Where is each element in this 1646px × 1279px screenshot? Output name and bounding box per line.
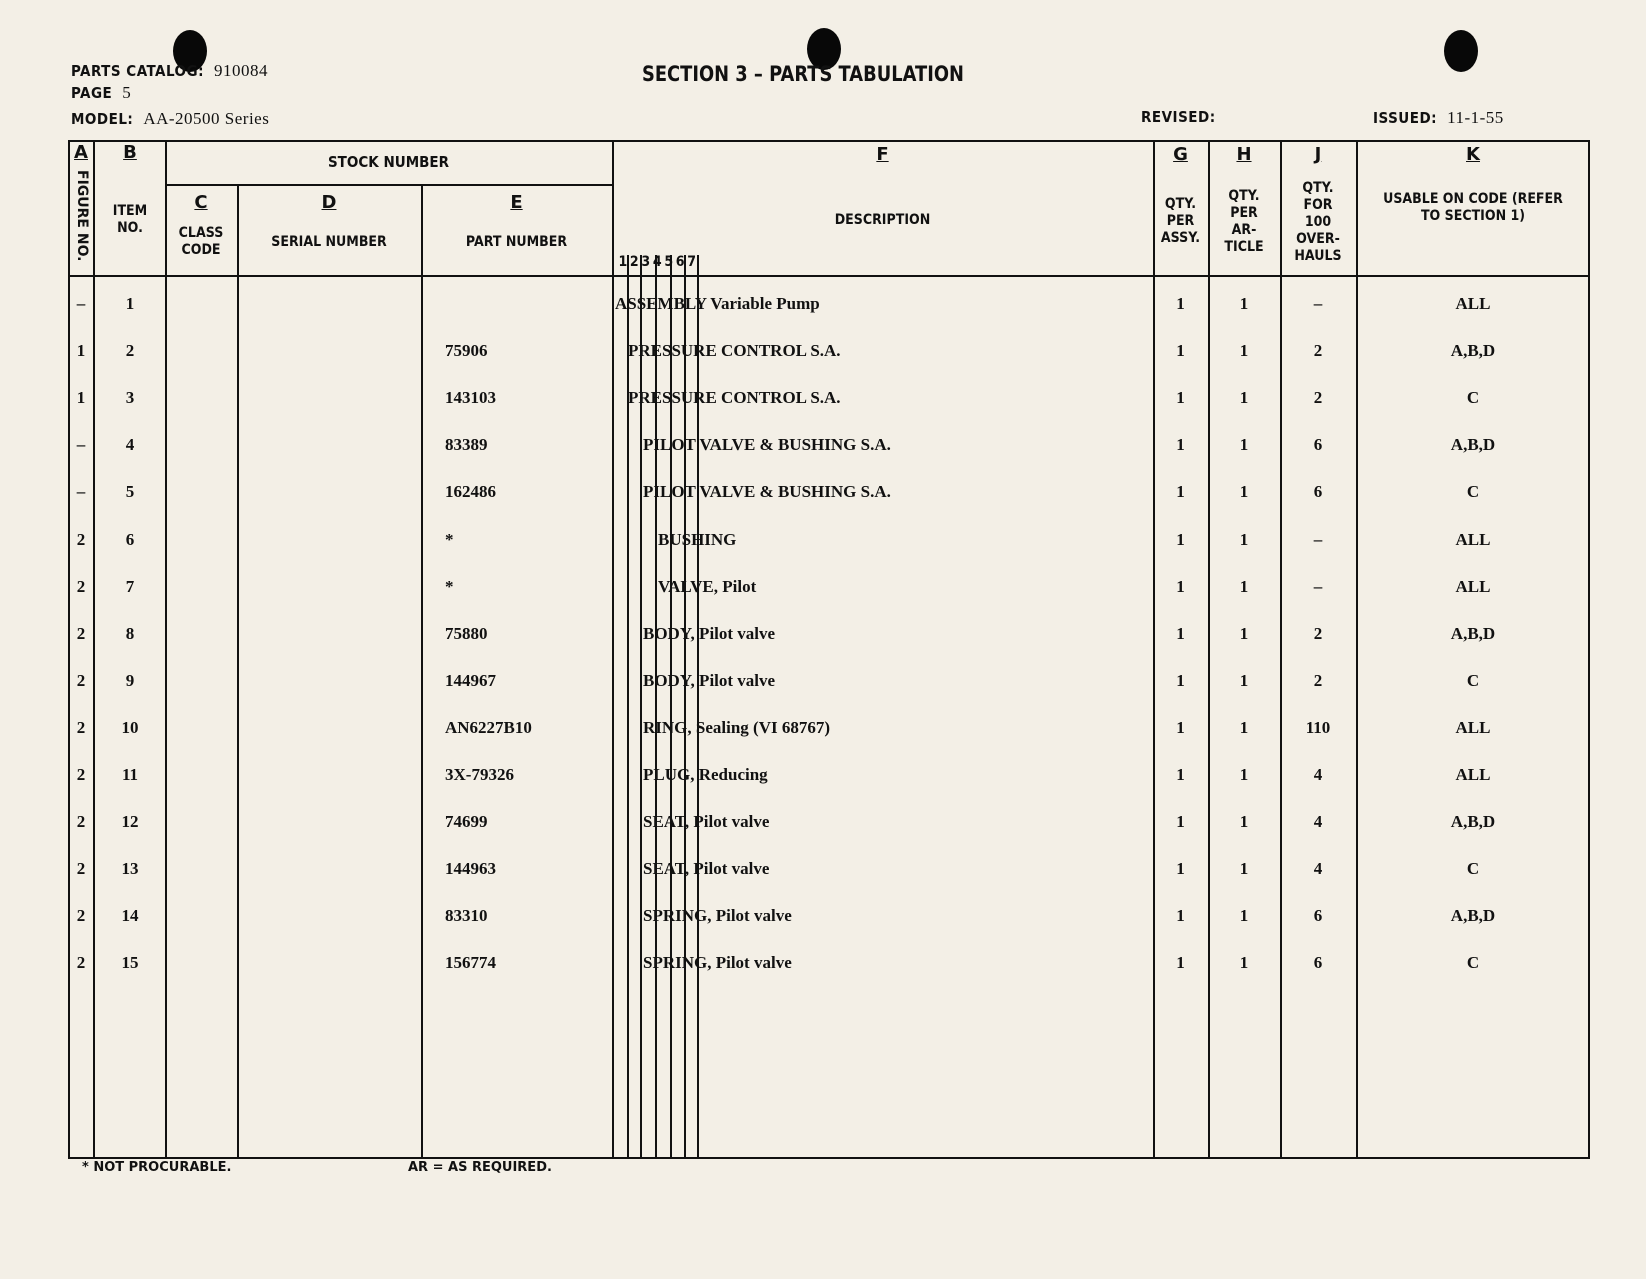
model-label: MODEL: xyxy=(71,110,134,128)
qty-per-assy: 1 xyxy=(1176,765,1185,784)
qty-overhauls: 6 xyxy=(1313,435,1323,455)
col-a-letter: A xyxy=(74,142,88,163)
usable-on-code: ALL xyxy=(1455,765,1491,784)
figure-no: – xyxy=(76,435,86,455)
description: BODY, Pilot valve xyxy=(643,670,776,690)
figure-no: 2 xyxy=(76,576,86,596)
issued-label: ISSUED: xyxy=(1373,109,1438,127)
item-no: 9 xyxy=(125,670,135,690)
qty-overhauls: – xyxy=(1313,576,1323,596)
qty-per-assy: 1 xyxy=(1176,717,1185,737)
qty-overhauls: 2 xyxy=(1313,388,1323,408)
col-a-label: FIGURE NO. xyxy=(74,170,90,262)
part-number: * xyxy=(445,576,454,596)
part-number: 143103 xyxy=(445,388,496,408)
part-number: 3X-79326 xyxy=(445,765,514,784)
qty-overhauls: 110 xyxy=(1305,717,1331,737)
qty-overhauls: – xyxy=(1313,529,1323,549)
not-procurable-note: * NOT PROCURABLE. xyxy=(82,1160,232,1175)
qty-overhauls: 2 xyxy=(1313,341,1323,361)
item-no: 8 xyxy=(125,623,135,643)
catalog-label: PARTS CATALOG: xyxy=(71,62,204,80)
qty-per-assy: 1 xyxy=(1176,906,1185,926)
stock-number-label: STOCK NUMBER xyxy=(327,153,450,171)
qty-per-article: 1 xyxy=(1239,859,1249,879)
item-no: 7 xyxy=(125,576,135,596)
qty-per-assy: 1 xyxy=(1176,482,1185,502)
part-number: 162486 xyxy=(445,482,496,502)
qty-per-assy: 1 xyxy=(1176,953,1185,973)
usable-on-code: ALL xyxy=(1455,717,1491,737)
description: RING, Sealing (VI 68767) xyxy=(643,717,831,737)
issued-date xyxy=(1373,108,1504,128)
col-b-label: ITEM NO. xyxy=(112,203,148,236)
item-no: 6 xyxy=(125,529,135,549)
description: VALVE, Pilot xyxy=(658,576,757,596)
qty-overhauls: 6 xyxy=(1313,953,1323,973)
usable-on-code: C xyxy=(1466,953,1480,973)
description: PRESSURE CONTROL S.A. xyxy=(628,388,841,408)
col-d-letter: D xyxy=(321,192,337,213)
item-no: 10 xyxy=(121,717,139,737)
qty-per-article: 1 xyxy=(1239,953,1249,973)
punch-hole xyxy=(1444,30,1478,72)
qty-overhauls: 6 xyxy=(1313,906,1323,926)
revised-label: REVISED: xyxy=(1141,108,1216,126)
item-no: 13 xyxy=(121,859,139,879)
part-number: 74699 xyxy=(445,812,488,832)
col-f-label: DESCRIPTION xyxy=(834,212,931,228)
col-j-label: QTY. FOR 100 OVER- HAULS xyxy=(1294,180,1342,264)
item-no: 15 xyxy=(121,953,139,973)
qty-per-assy: 1 xyxy=(1176,529,1185,549)
description: SPRING, Pilot valve xyxy=(643,953,792,973)
description: ASSEMBLY Variable Pump xyxy=(615,294,820,313)
usable-on-code: A,B,D xyxy=(1450,906,1496,926)
qty-per-assy: 1 xyxy=(1176,859,1185,879)
usable-on-code: A,B,D xyxy=(1450,435,1496,455)
figure-no: 2 xyxy=(76,953,86,973)
catalog-value: 910084 xyxy=(213,61,268,80)
page-title: SECTION 3 – PARTS TABULATION xyxy=(642,62,964,86)
qty-per-article: 1 xyxy=(1239,341,1249,361)
col-d-label: SERIAL NUMBER xyxy=(271,234,387,250)
usable-on-code: ALL xyxy=(1455,294,1491,313)
figure-no: 2 xyxy=(76,906,86,926)
col-k-label: USABLE ON CODE (REFER TO SECTION 1) xyxy=(1383,191,1563,224)
figure-no: 1 xyxy=(76,388,86,408)
qty-per-article: 1 xyxy=(1239,765,1249,784)
description: SEAT, Pilot valve xyxy=(643,812,770,832)
figure-no: 2 xyxy=(76,859,86,879)
qty-per-assy: 1 xyxy=(1176,812,1185,832)
item-no: 5 xyxy=(125,482,135,502)
qty-per-assy: 1 xyxy=(1176,670,1185,690)
col-f-letter: F xyxy=(876,144,889,165)
figure-no: 1 xyxy=(76,341,86,361)
col-h-letter: H xyxy=(1236,144,1252,165)
description: SPRING, Pilot valve xyxy=(643,906,792,926)
description: BODY, Pilot valve xyxy=(643,623,776,643)
description: PRESSURE CONTROL S.A. xyxy=(628,341,841,361)
col-c-label: CLASS CODE xyxy=(178,225,224,258)
usable-on-code: A,B,D xyxy=(1450,341,1496,361)
description: PILOT VALVE & BUSHING S.A. xyxy=(643,435,891,455)
figure-no: 2 xyxy=(76,765,86,784)
qty-per-article: 1 xyxy=(1239,435,1249,455)
page-label: PAGE xyxy=(71,84,113,102)
figure-no: 2 xyxy=(76,670,86,690)
qty-per-assy: 1 xyxy=(1176,435,1185,455)
description: PLUG, Reducing xyxy=(643,765,768,784)
qty-per-article: 1 xyxy=(1239,812,1249,832)
part-number: 144967 xyxy=(445,670,496,690)
usable-on-code: C xyxy=(1466,859,1480,879)
item-no: 4 xyxy=(125,435,135,455)
qty-per-assy: 1 xyxy=(1176,623,1185,643)
usable-on-code: C xyxy=(1466,670,1480,690)
qty-per-assy: 1 xyxy=(1176,341,1185,361)
as-required-note: AR = AS REQUIRED. xyxy=(408,1160,552,1175)
col-e-label: PART NUMBER xyxy=(465,234,568,250)
part-number: 144963 xyxy=(445,859,496,879)
qty-overhauls: – xyxy=(1313,294,1323,313)
item-no: 11 xyxy=(121,765,139,784)
item-no: 2 xyxy=(125,341,135,361)
qty-per-article: 1 xyxy=(1239,623,1249,643)
qty-per-assy: 1 xyxy=(1176,388,1185,408)
qty-per-article: 1 xyxy=(1239,482,1249,502)
item-no: 12 xyxy=(121,812,139,832)
page-value: 5 xyxy=(122,83,132,102)
qty-per-article: 1 xyxy=(1239,529,1249,549)
qty-per-assy: 1 xyxy=(1176,576,1185,596)
qty-overhauls: 4 xyxy=(1313,812,1323,832)
usable-on-code: C xyxy=(1466,482,1480,502)
qty-overhauls: 2 xyxy=(1313,670,1323,690)
model xyxy=(71,109,269,129)
usable-on-code: A,B,D xyxy=(1450,812,1496,832)
item-no: 3 xyxy=(125,388,135,408)
part-number: 83389 xyxy=(445,435,488,455)
qty-per-article: 1 xyxy=(1239,294,1249,313)
description: SEAT, Pilot valve xyxy=(643,859,770,879)
figure-no: – xyxy=(76,294,86,313)
figure-no: 2 xyxy=(76,623,86,643)
col-k-letter: K xyxy=(1466,144,1480,165)
indent-levels: 1234567 xyxy=(618,254,699,270)
figure-no: 2 xyxy=(76,529,86,549)
issued-value: 11-1-55 xyxy=(1447,108,1504,127)
page-number xyxy=(71,83,131,103)
qty-per-article: 1 xyxy=(1239,576,1249,596)
part-number: 83310 xyxy=(445,906,488,926)
col-c-letter: C xyxy=(194,192,208,213)
model-value: AA-20500 Series xyxy=(143,109,270,128)
qty-per-assy: 1 xyxy=(1176,294,1185,313)
qty-per-article: 1 xyxy=(1239,717,1249,737)
col-g-letter: G xyxy=(1173,144,1188,165)
col-h-label: QTY. PER AR- TICLE xyxy=(1224,188,1264,255)
part-number: 75906 xyxy=(445,341,488,361)
col-j-letter: J xyxy=(1314,144,1322,165)
qty-overhauls: 2 xyxy=(1313,623,1323,643)
qty-overhauls: 4 xyxy=(1313,859,1323,879)
col-b-letter: B xyxy=(123,142,137,163)
qty-overhauls: 4 xyxy=(1313,765,1323,784)
col-g-label: QTY. PER ASSY. xyxy=(1160,196,1201,246)
qty-per-article: 1 xyxy=(1239,388,1249,408)
catalog-number xyxy=(71,61,268,81)
qty-overhauls: 6 xyxy=(1313,482,1323,502)
usable-on-code: C xyxy=(1466,388,1480,408)
figure-no: 2 xyxy=(76,812,86,832)
item-no: 1 xyxy=(125,294,135,313)
part-number: 75880 xyxy=(445,623,488,643)
qty-per-article: 1 xyxy=(1239,906,1249,926)
figure-no: 2 xyxy=(76,717,86,737)
part-number: AN6227B10 xyxy=(445,717,532,737)
usable-on-code: ALL xyxy=(1455,529,1491,549)
item-no: 14 xyxy=(121,906,139,926)
parts-table xyxy=(68,140,1590,1159)
part-number: * xyxy=(445,529,454,549)
usable-on-code: A,B,D xyxy=(1450,623,1496,643)
col-e-letter: E xyxy=(510,192,523,213)
qty-per-article: 1 xyxy=(1239,670,1249,690)
part-number: 156774 xyxy=(445,953,496,973)
description: PILOT VALVE & BUSHING S.A. xyxy=(643,482,891,502)
figure-no: – xyxy=(76,482,86,502)
description: BUSHING xyxy=(658,529,737,549)
usable-on-code: ALL xyxy=(1455,576,1491,596)
